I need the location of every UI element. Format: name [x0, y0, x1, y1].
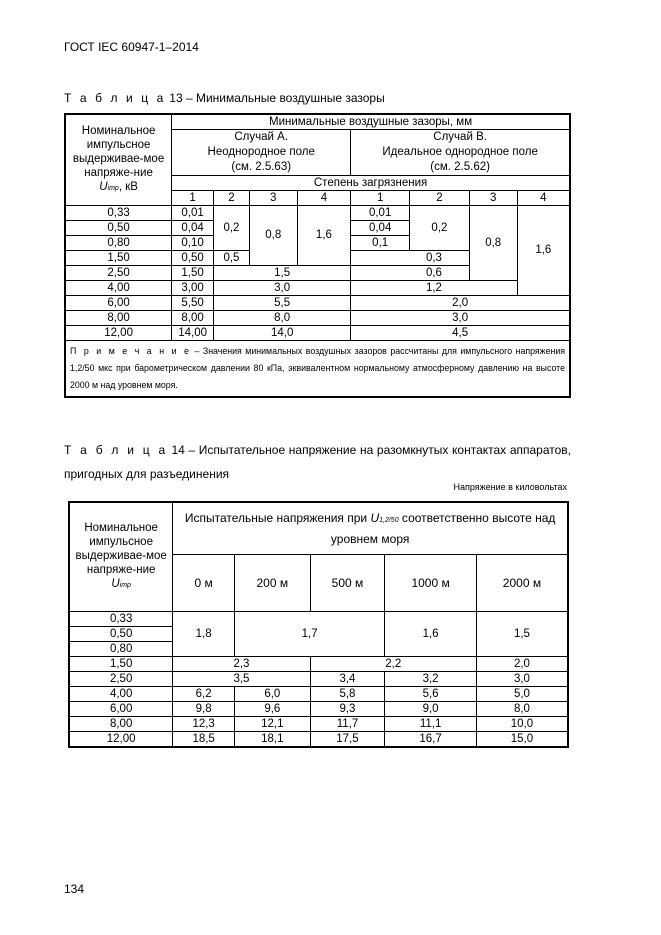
t13-col0-text: Номинальное импульсное выдерживае-мое напряже-ние	[72, 125, 165, 179]
t13-a234: 5,5	[214, 296, 351, 311]
t13-volt: 0,33	[65, 206, 172, 221]
table-row	[65, 326, 570, 341]
t14-top-1000: 1,6	[385, 612, 477, 657]
t13-a234: 1,5	[214, 266, 351, 281]
t13-case-b-2: Идеальное однородное поле	[382, 146, 538, 158]
t14-volt: 12,00	[69, 732, 173, 748]
t13-col0-sym: U	[99, 181, 108, 193]
t13-a234: 14,0	[214, 326, 351, 341]
t14-test-sub: 1,2/50	[379, 517, 399, 524]
t14-cell: 9,6	[234, 702, 310, 717]
t14-top-2000: 1,5	[476, 612, 568, 657]
t14-alt-0: 0 м	[173, 555, 235, 612]
table14-caption	[64, 438, 571, 486]
t14-cell: 18,5	[173, 732, 235, 748]
t14-cell: 3,0	[476, 672, 568, 687]
t13-volt: 0,50	[65, 221, 172, 236]
t13-case-a-2: Неоднородное поле	[207, 146, 315, 158]
t14-alt-500: 500 м	[310, 555, 385, 612]
t13-a234: 3,0	[214, 281, 351, 296]
t13-a1: 14,00	[172, 326, 214, 341]
t13-a234: 8,0	[214, 311, 351, 326]
table-row	[65, 206, 570, 221]
t14-cell: 5,6	[385, 687, 477, 702]
table-13	[64, 113, 571, 398]
t14-cell: 8,0	[476, 702, 568, 717]
t14-cell: 3,4	[310, 672, 385, 687]
t13-b1: 0,01	[351, 206, 410, 221]
t14-cell: 10,0	[476, 717, 568, 732]
page-number: 134	[64, 882, 85, 896]
t13-case-a-header	[172, 130, 351, 176]
t13-b123: 0,3	[351, 251, 517, 266]
t13-a4-merged: 1,6	[297, 206, 351, 266]
t14-cell: 2,0	[476, 657, 568, 672]
table-row	[65, 281, 570, 296]
t13-pollution-header: Степень загрязнения	[172, 176, 570, 191]
t14-volt: 0,50	[69, 627, 173, 642]
t14-alt-1000: 1000 м	[385, 555, 477, 612]
t14-col0-sym: U	[111, 578, 120, 590]
t13-b3-merged: 0,8	[469, 206, 517, 281]
t13-b1234: 4,5	[351, 326, 570, 341]
t14-cell: 12,1	[234, 717, 310, 732]
t14-col0-sub: imp	[119, 582, 131, 589]
t14-test-voltage-header	[173, 502, 568, 555]
t14-cell: 11,1	[385, 717, 477, 732]
t13-volt: 0,80	[65, 236, 172, 251]
t13-a1: 1,50	[172, 266, 214, 281]
t14-cell: 9,0	[385, 702, 477, 717]
t14-top-200-500: 1,7	[234, 612, 384, 657]
table-row	[69, 657, 568, 672]
t13-b1234: 2,0	[351, 296, 570, 311]
table-row	[69, 702, 568, 717]
t13-a1: 5,50	[172, 296, 214, 311]
t14-cell: 6,2	[173, 687, 235, 702]
t14-cell: 2,2	[310, 657, 476, 672]
t14-volt: 0,33	[69, 612, 173, 627]
t13-volt: 1,50	[65, 251, 172, 266]
table14-caption-label: Т а б л и ц а	[64, 443, 168, 457]
t13-volt: 6,00	[65, 296, 172, 311]
t13-degree-b2: 2	[410, 191, 470, 206]
t14-cell: 17,5	[310, 732, 385, 748]
t13-col0-sub: imp	[107, 185, 119, 192]
t14-cell: 9,8	[173, 702, 235, 717]
t14-volt: 1,50	[69, 657, 173, 672]
t14-cell: 3,5	[173, 672, 310, 687]
table-14	[68, 501, 569, 748]
t14-cell: 18,1	[234, 732, 310, 748]
t13-case-a-1: Случай А.	[234, 131, 289, 143]
t13-volt: 12,00	[65, 326, 172, 341]
t13-degree-b4: 4	[517, 191, 570, 206]
t14-cell: 2,3	[173, 657, 310, 672]
t14-cell: 3,2	[385, 672, 477, 687]
t13-a2: 0,5	[214, 251, 250, 266]
t13-b1: 0,04	[351, 221, 410, 236]
t14-cell: 15,0	[476, 732, 568, 748]
t13-volt: 2,50	[65, 266, 172, 281]
table-row	[69, 687, 568, 702]
table14-unit-note: Напряжение в киловольтах	[453, 482, 567, 492]
table-row	[65, 311, 570, 326]
t14-cell: 11,7	[310, 717, 385, 732]
t14-volt: 0,80	[69, 642, 173, 657]
t13-b1234: 3,0	[351, 311, 570, 326]
t13-note-text: – Значения минимальных воздушных зазоров рассчитаны для импульсного напряжения 1,2/50 мкс при барометрическом давлении 80 кПа, эквивалентном нормальному атмосферному давлению на высоте 2000 м над уровнем моря.	[70, 346, 565, 390]
table-row	[69, 717, 568, 732]
t14-col0-text: Номинальное импульсное выдерживае-мое напряже-ние	[75, 522, 167, 576]
t13-degree-a2: 2	[214, 191, 250, 206]
t13-min-clearance-header: Минимальные воздушные зазоры, мм	[172, 114, 570, 130]
t13-degree-a4: 4	[297, 191, 351, 206]
t13-volt: 4,00	[65, 281, 172, 296]
t13-case-a-3: (см. 2.5.63)	[231, 161, 292, 173]
t14-cell: 16,7	[385, 732, 477, 748]
t13-b4-merged: 1,6	[517, 206, 570, 296]
table-row	[65, 296, 570, 311]
t13-b1: 0,1	[351, 236, 410, 251]
table-row	[69, 612, 568, 627]
t14-test-sym: U	[370, 511, 380, 525]
t14-cell: 9,3	[310, 702, 385, 717]
t13-col0-header	[65, 114, 172, 206]
t14-top-0m: 1,8	[173, 612, 235, 657]
t14-volt: 4,00	[69, 687, 173, 702]
t14-cell: 5,8	[310, 687, 385, 702]
t14-test-head-b: соответственно высоте над уровнем моря	[330, 511, 556, 546]
t13-a2-merged: 0,2	[214, 206, 250, 251]
t14-test-head-a: Испытательные напряжения при	[184, 511, 371, 525]
t14-cell: 12,3	[173, 717, 235, 732]
t14-alt-2000: 2000 м	[476, 555, 568, 612]
document-header: ГОСТ IEC 60947-1–2014	[64, 40, 199, 54]
t13-degree-b1: 1	[351, 191, 410, 206]
t13-degree-a1: 1	[172, 191, 214, 206]
table13-caption-text: 13 – Минимальные воздушные зазоры	[169, 91, 385, 105]
t14-cell: 5,0	[476, 687, 568, 702]
table14-caption-text: 14 – Испытательное напряжение на разомкнутых контактах аппаратов, пригодных для разъединения	[64, 443, 571, 481]
t13-b123: 1,2	[351, 281, 517, 296]
t13-a1: 3,00	[172, 281, 214, 296]
t14-volt: 6,00	[69, 702, 173, 717]
table-row	[69, 732, 568, 748]
table13-caption	[64, 91, 385, 105]
t13-note-label: П р и м е ч а н и е	[70, 346, 191, 356]
t13-degree-b3: 3	[469, 191, 517, 206]
t13-a1: 0,04	[172, 221, 214, 236]
t13-a1: 0,01	[172, 206, 214, 221]
table-row	[69, 672, 568, 687]
t13-a1: 0,50	[172, 251, 214, 266]
t13-b2-merged: 0,2	[410, 206, 470, 251]
t14-cell: 6,0	[234, 687, 310, 702]
table-row	[65, 266, 570, 281]
t13-a1: 8,00	[172, 311, 214, 326]
t13-a3-merged: 0,8	[249, 206, 297, 266]
t14-col0-header	[69, 502, 173, 612]
t13-case-b-1: Случай В.	[433, 131, 487, 143]
t13-note	[65, 341, 570, 398]
t14-alt-200: 200 м	[234, 555, 310, 612]
t13-a1: 0,10	[172, 236, 214, 251]
t13-b123: 0,6	[351, 266, 517, 281]
t13-case-b-3: (см. 2.5.62)	[430, 161, 490, 173]
t14-volt: 2,50	[69, 672, 173, 687]
table13-caption-label: Т а б л и ц а	[64, 91, 166, 105]
t13-col0-unit: , кВ	[118, 181, 138, 193]
t14-volt: 8,00	[69, 717, 173, 732]
t13-degree-a3: 3	[249, 191, 297, 206]
t13-case-b-header	[351, 130, 570, 176]
t13-volt: 8,00	[65, 311, 172, 326]
